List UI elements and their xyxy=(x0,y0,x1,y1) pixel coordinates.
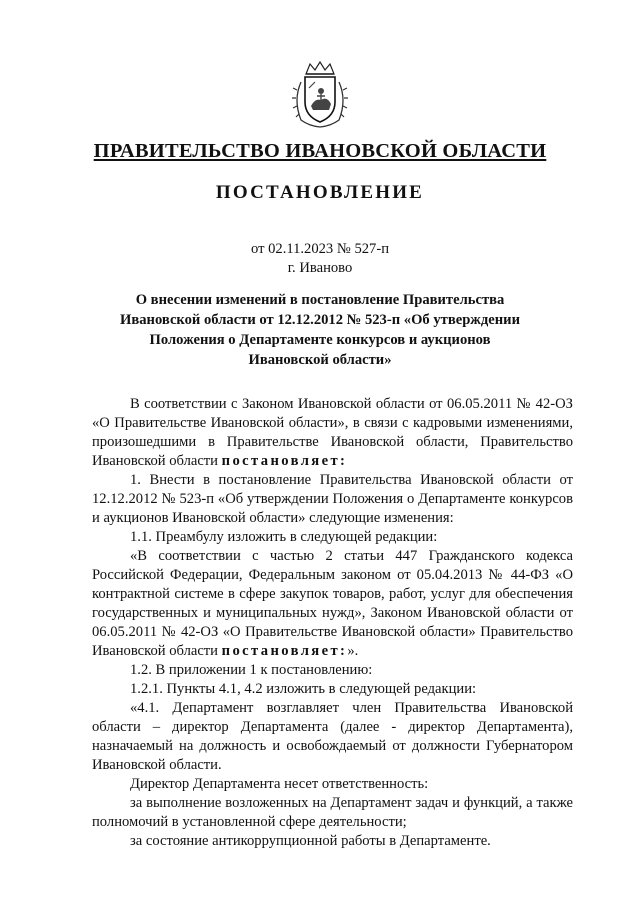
intro-paragraph xyxy=(92,395,573,471)
subject-line: О внесении изменений в постановление Правительства xyxy=(135,292,505,308)
preamble-text: «В соответствии с частью 2 статьи 447 Гражданского кодекса Российской Федерации, Федеральным законом от 05.04.2013 № 44-ФЗ «О контрактной системе в сфере закупок товаров, работ, услуг для обеспечения государственных и муниципальных нужд», Законом Ивановской области от 06.05.2011 № 42-ОЗ «О Правительстве Ивановской области» Правительство Ивановской области xyxy=(92,548,573,659)
date-number: от 02.11.2023 № 527-п xyxy=(250,241,390,257)
decides-word: постановляет: xyxy=(221,453,348,469)
document-subject xyxy=(95,290,545,370)
coat-of-arms-emblem xyxy=(291,60,349,130)
responsibility-intro: Директор Департамента несет ответственность: xyxy=(130,776,429,792)
preamble-quote xyxy=(92,547,573,661)
subject-line: Ивановской области от 12.12.2012 № 523-п «Об утверждении xyxy=(120,312,520,328)
preamble-end: ». xyxy=(347,643,359,659)
responsibility-item: за выполнение возложенных на Департамент задач и функций, а также полномочий в установленной сфере деятельности; xyxy=(92,795,573,830)
document-body xyxy=(92,395,573,851)
preamble-decides-word: постановляет: xyxy=(221,643,348,659)
subject-line: Положения о Департаменте конкурсов и аукционов xyxy=(149,332,491,348)
paragraph-1-2: 1.2. В приложении 1 к постановлению: xyxy=(130,662,373,678)
paragraph-1-2-1: 1.2.1. Пункты 4.1, 4.2 изложить в следующей редакции: xyxy=(130,681,477,697)
responsibility-item: за состояние антикоррупционной работы в Департаменте. xyxy=(130,833,491,849)
intro-text: В соответствии с Законом Ивановской области от 06.05.2011 № 42-ОЗ «О Правительстве Ивановской области», в связи с кадровыми изменениями, произошедшими в Правительстве Ивановской области, Правительство Ивановской области xyxy=(92,396,573,469)
document-type: ПОСТАНОВЛЕНИЕ xyxy=(215,182,425,203)
city: г. Иваново xyxy=(287,260,353,276)
paragraph-4-1: «4.1. Департамент возглавляет член Правительства Ивановской области – директор Департамента (далее - директор Департамента), назначаемый на должность и освобождаемый от должности Губернатором Ивановской области. xyxy=(92,700,573,773)
government-name: ПРАВИТЕЛЬСТВО ИВАНОВСКОЙ ОБЛАСТИ xyxy=(93,140,547,162)
paragraph-1-1: 1.1. Преамбулу изложить в следующей редакции: xyxy=(130,529,438,545)
subject-line: Ивановской области» xyxy=(248,352,392,368)
paragraph-1: 1. Внести в постановление Правительства Ивановской области от 12.12.2012 № 523-п «Об утверждении Положения о Департаменте конкурсов и аукционов Ивановской области» следующие изменения: xyxy=(92,472,573,526)
